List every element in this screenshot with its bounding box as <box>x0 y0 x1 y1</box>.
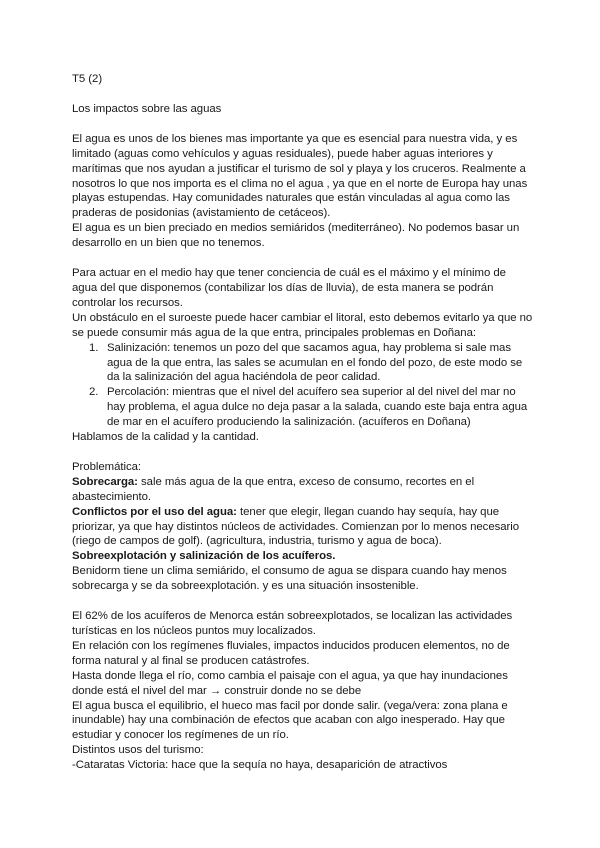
document-subtitle: Los impactos sobre las aguas <box>72 102 222 115</box>
intro-paragraph-1: El agua es unos de los bienes mas importante ya que es esencial para nuestra vida, y es limitado (aguas como vehículos y aguas residuales), puede haber aguas interiores y marítimas que nos ayudan a justificar el turismo de sol y playa y los cruceros. Realmente a nosotros lo que nos importa es el clima no el agua , ya que en el norte de Europa hay unas playas estupendas. Hay comunidades naturales que están vinculadas al agua como las praderas de posidonias (avistamiento de cetáceos). <box>72 132 528 220</box>
donana-problems-list <box>72 341 534 430</box>
sobrecarga-label: Sobrecarga: <box>72 475 138 488</box>
cataratas-paragraph: -Cataratas Victoria: hace que la sequía no haya, desaparición de atractivos <box>72 759 448 772</box>
intro-paragraph-2: El agua es un bien preciado en medios semiáridos (mediterráneo). No podemos basar un desarrollo en un bien que no tenemos. <box>72 222 520 250</box>
menorca-paragraph: El 62% de los acuíferos de Menorca están sobreexplotados, se localizan las actividades turísticas en los núcleos puntos muy localizados. <box>72 610 513 637</box>
conflictos-text: tener que elegir, llegan cuando hay sequía, hay que priorizar, ya que hay distintos núcleos de actividades. Comienzan por lo menos necesario (riego de campos de golf). (agricultura, industria, turismo y agua de boca). <box>72 505 520 548</box>
spacer <box>72 87 534 102</box>
list-item-text: Percolación: mientras que el nivel del acuífero sea superior al del nivel del mar no hay problema, el agua dulce no deja pasar a la salada, cuando este baja entra agua de mar en el acuífero produciendo la salinización. (acuíferos en Doñana) <box>107 386 528 429</box>
list-item <box>72 341 534 386</box>
spacer <box>72 594 534 609</box>
problematica-heading: Problemática: <box>72 460 141 473</box>
spacer <box>72 117 534 132</box>
list-item <box>72 385 534 430</box>
section2-closing: Hablamos de la calidad y la cantidad. <box>72 431 259 444</box>
sobrecarga-text: sale más agua de la que entra, exceso de consumo, recortes en el abastecimiento. <box>72 475 475 503</box>
spacer <box>72 445 534 460</box>
section2-paragraph-1: Para actuar en el medio hay que tener conciencia de cuál es el máximo y el mínimo de agua del que disponemos (contabilizar los días de lluvia), de esta manera se podrán controlar los recursos. <box>72 267 506 309</box>
regimenes-paragraph: En relación con los regímenes fluviales, impactos inducidos producen elementos, no de forma natural y al final se producen catástrofes. <box>72 639 510 667</box>
list-item-text: Salinización: tenemos un pozo del que sacamos agua, hay problema si sale mas agua de la que entra, las sales se acumulan en el fondo del pozo, de este modo se da la salinización del agua haciéndola de peor calidad. <box>107 341 523 384</box>
section2-paragraph-2: Un obstáculo en el suroeste puede hacer cambiar el litoral, esto debemos evitarlo ya que no se puede consumir más agua de la que entra, principales problemas en Doñana: <box>72 311 533 339</box>
benidorm-paragraph: Benidorm tiene un clima semiárido, el consumo de agua se dispara cuando hay menos sobrecarga y se da sobreexplotación. y es una situación insostenible. <box>72 565 507 593</box>
rio-paragraph: Hasta donde llega el río, como cambia el paisaje con el agua, ya que hay inundaciones donde está el nivel del mar → construir donde no se debe <box>72 669 508 697</box>
conflictos-label: Conflictos por el uso del agua: <box>72 505 237 518</box>
list-item-number: 1. <box>89 341 99 354</box>
conflictos-paragraph <box>72 505 534 550</box>
equilibrio-paragraph: El agua busca el equilibrio, el hueco mas facil por donde salir. (vega/vera: zona plana e inundable) hay una combinación de efectos que acaban con algo inesperado. Hay que estudiar y conocer los regímenes de un río. <box>72 699 508 742</box>
list-item-number: 2. <box>89 386 99 399</box>
usos-heading: Distintos usos del turismo: <box>72 744 204 757</box>
spacer <box>72 251 534 266</box>
sobreexplotacion-heading: Sobreexplotación y salinización de los acuíferos. <box>72 550 336 563</box>
document-title: T5 (2) <box>72 73 103 85</box>
document-page <box>72 72 534 773</box>
sobrecarga-paragraph <box>72 475 534 505</box>
